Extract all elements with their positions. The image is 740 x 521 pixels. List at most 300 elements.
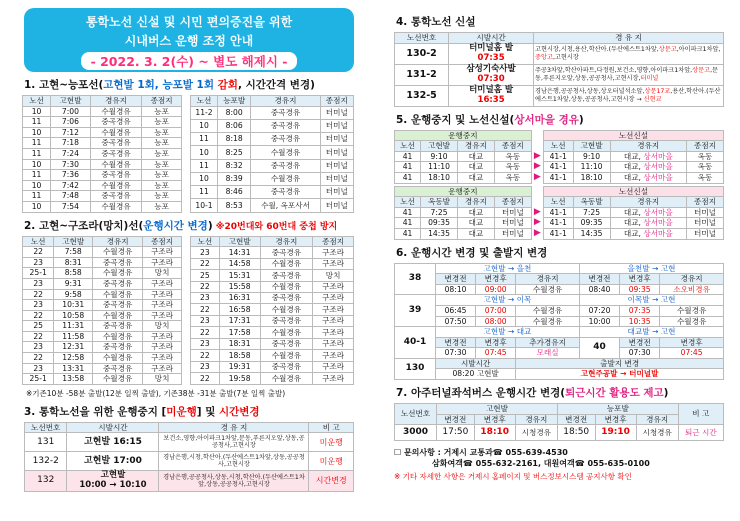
s5-table [394, 186, 724, 240]
arrow-icon: ▶ [533, 217, 541, 228]
column-header: 추가경유지 [516, 337, 580, 348]
table-cell: 터미널 [320, 119, 353, 132]
table-cell: 23 [191, 293, 220, 304]
table-cell: 10 [23, 180, 51, 191]
section7-title: 7. 아주터널좌석버스 운행시간 변경(퇴근시간 활용도 제고) [396, 387, 669, 400]
table-cell: 터미널 [494, 228, 531, 239]
table-cell: 25 [23, 321, 54, 332]
s6-table: 38 고현발 → 을천 을천발 → 고현 변경전 변경후 경유지 변경전 변경후 경유지 08:10 09:00 수월경유 08:40 09:35 소오비경유 39 고현발 → 이목 이목발 → 고현 06:45 07:00 수월경유 07:20 07:35 수월경유 07:50 08:00 수월경유 10:00 10:35 수월경유 40-1 고현발 → 대교 대교발 → 고현 변경전 변경후 추가경유지 40 변경전 변경후 07:30 07:45 모래실 07:30 07:45 130 시발시간 출발지 변경 08:20 고현발 고현주공발 → 터미널발 [394, 263, 724, 381]
arrow-icon: ▶ [533, 206, 541, 217]
column-header: 변경후 [620, 274, 660, 285]
table-row [191, 304, 354, 315]
table-cell: 터미널 [687, 218, 724, 229]
table-cell: 22 [23, 353, 54, 364]
table-row [191, 293, 354, 304]
table-cell: 23 [23, 342, 54, 353]
column-header: 경 유 지 [534, 33, 724, 44]
table-cell: 구조라 [143, 310, 182, 321]
table-cell: 중곡경유 [260, 293, 313, 304]
table-cell: 수월경유 [93, 268, 143, 279]
column-header: 노선 [395, 141, 421, 152]
table-cell: 옥동 [687, 172, 724, 183]
section4-title: 4. 통학노선 신설 [396, 16, 476, 28]
table-cell: 중곡경유 [90, 148, 141, 159]
table-cell: 능포 [142, 159, 182, 170]
table-cell: 구조라 [143, 363, 182, 374]
table-cell: 수월경유 [90, 106, 141, 117]
table-cell: 구조라 [313, 315, 354, 326]
table-cell: 11 [23, 170, 51, 181]
section2-tables [22, 236, 360, 385]
s7-table: 노선번호 고현발 능포발 비 고 변경전 변경후 경유지 변경전 변경후 경유지 3000 17:50 18:10 시청경유 18:50 19:10 시청경유 퇴근 시간 [394, 403, 724, 441]
column-header: 종점지 [142, 96, 182, 107]
table-cell: 18:10 [573, 172, 610, 183]
table-cell: 대교 [457, 207, 494, 218]
table-cell: 41-1 [543, 151, 573, 162]
table-cell: 구조라 [313, 338, 354, 349]
table-row: 08:20 고현발 고현주공발 → 터미널발 [395, 369, 724, 380]
table-cell: 중곡경유 [93, 257, 143, 268]
column-header: 변경전 [579, 274, 619, 285]
table-cell: 노선신설 [543, 186, 723, 197]
table-cell: 8:18 [218, 133, 251, 146]
table-cell: 10 [23, 127, 51, 138]
table-cell: 14:58 [219, 258, 260, 269]
section6-title: 6. 운행시간 변경 및 출발지 변경 [396, 246, 548, 259]
table-cell: 수월경유 [93, 353, 143, 364]
table-cell: 시청경유 [515, 425, 557, 441]
table-cell: 15:58 [219, 281, 260, 292]
column-header: 노선번호 [25, 422, 67, 433]
table-cell: 중곡경유 [93, 363, 143, 374]
table-row [191, 133, 354, 146]
table-row [191, 172, 354, 185]
table-cell: 17:58 [219, 327, 260, 338]
table-cell: 9:10 [421, 151, 458, 162]
table-cell: 중곡경유 [251, 106, 320, 119]
table-cell: 22 [191, 258, 220, 269]
table-cell: 능포 [142, 127, 182, 138]
column-header: 시발시간 [67, 422, 159, 433]
table-cell: 11 [191, 159, 218, 172]
route-number: 130-2 [395, 43, 449, 64]
table-cell: 22 [191, 373, 220, 385]
section5-title: 5. 운행중지 및 노선신설(상서마을 경유) [396, 113, 584, 126]
column-header: 변경후 [595, 414, 636, 425]
table-cell: 10:35 [620, 316, 660, 327]
table-cell: 대교 [457, 151, 494, 162]
table-cell: 중곡경유 [251, 159, 320, 172]
table-cell: 09:00 [476, 284, 516, 295]
table-cell: 수월경유 [260, 304, 313, 315]
table-cell: 터미널 [320, 133, 353, 146]
table-cell: 17:50 [437, 425, 475, 441]
table-cell: 퇴근 시간 [678, 425, 723, 441]
table-row: 41 18:10 대교 옥동 ▶ 41-1 18:10 대교, 상서마을 옥동 [395, 172, 724, 183]
table-cell: 9:31 [54, 278, 93, 289]
table-cell: 7:58 [54, 247, 93, 258]
table-cell: 18:31 [219, 338, 260, 349]
table-cell: 07:50 [435, 316, 475, 327]
footer [394, 447, 724, 482]
table-cell: 터미널 [320, 186, 353, 199]
table-cell: 망치 [143, 321, 182, 332]
column-header: 노선 [543, 197, 573, 208]
table-cell: 11:10 [421, 162, 458, 173]
column-header: 변경전 [435, 274, 475, 285]
table-row [23, 374, 182, 385]
table-cell: 11 [191, 133, 218, 146]
footer-note: ※ 기타 자세한 사항은 거제시 홈페이지 및 버스정보시스템 공지사항 확인 [394, 472, 632, 482]
table-cell: 10 [191, 146, 218, 159]
table-row [191, 159, 354, 172]
table-cell: 11-2 [191, 106, 218, 119]
title-banner [24, 8, 354, 72]
table-cell: 수월경유 [260, 327, 313, 338]
table-row [23, 180, 182, 191]
table-cell: 41 [395, 172, 421, 183]
table-cell: 07:30 [435, 348, 475, 359]
column-header: 옥동발 [573, 197, 610, 208]
table-cell: 7:25 [421, 207, 458, 218]
table-cell: 대교 [457, 172, 494, 183]
table-cell: 망치 [143, 374, 182, 385]
table-row: 130-2 터미널홈 발 07:35 고현시장,시청,용산,학산아.(두산에스트1차앞,상문고,아이파크1차앞,중앙고,고현시장 [395, 43, 724, 64]
table-cell: 중곡경유 [90, 191, 141, 202]
table-cell: 11:31 [54, 321, 93, 332]
table-cell: 수월경유 [93, 374, 143, 385]
column-header: 고현발 [573, 141, 610, 152]
table-cell: 8:06 [218, 119, 251, 132]
table-cell: 14:35 [421, 228, 458, 239]
table-cell: 14:35 [573, 228, 610, 239]
table-cell: 수월경유 [260, 281, 313, 292]
table-cell: 구조라 [143, 331, 182, 342]
table-cell: 23 [23, 278, 54, 289]
table-cell: 18:10 [474, 425, 515, 441]
start-place: 터미널홈 발 [469, 43, 514, 53]
table-cell: 옥동 [494, 151, 531, 162]
table-cell: 22 [23, 310, 54, 321]
table-cell: 8:25 [218, 146, 251, 159]
table-cell: 중곡경유 [90, 170, 141, 181]
table-cell: 10 [23, 201, 51, 212]
table-cell: 11 [23, 148, 51, 159]
column-header: 변경전 [435, 337, 475, 348]
table-cell: 7:42 [51, 180, 91, 191]
table-row: 132-5 터미널홈 발 16:35 경남은행,공공청사,상동,상오터널석소앞,상문17교,용산,학산아.(두산에스트1차앞,상동,공공청사,고현시장 → 신현교 [395, 85, 724, 106]
table-row [23, 268, 182, 279]
table-row [23, 138, 182, 149]
table-row [191, 119, 354, 132]
contact-line1: ☐ 문의사항 : 거제시 교통과☎ 055-639-4530 [394, 448, 568, 458]
table-cell: 8:00 [218, 106, 251, 119]
table-cell: 구조라 [313, 350, 354, 361]
table-cell: 능포 [142, 117, 182, 128]
table-cell: 능포 [142, 170, 182, 181]
table-cell: 터미널 [320, 172, 353, 185]
table-cell: 구조라 [143, 353, 182, 364]
table-cell: 8:53 [218, 199, 251, 212]
route-number: 131-2 [395, 64, 449, 85]
table-cell: 중곡경유 [93, 278, 143, 289]
column-header: 경유지 [457, 197, 494, 208]
table-cell: 8:58 [54, 268, 93, 279]
table-cell: 중곡경유 [260, 247, 313, 258]
column-header: 종점지 [313, 236, 354, 247]
table-cell: 구조라 [313, 293, 354, 304]
table-row [23, 363, 182, 374]
table-row: 41 11:10 대교 옥동 ▶ 41-1 11:10 대교, 상서마을 옥동 [395, 162, 724, 173]
table-cell: 09:35 [620, 284, 660, 295]
table-cell: 중곡경유 [93, 300, 143, 311]
arrow-icon: ▶ [533, 161, 541, 172]
table-cell: 대교 [457, 228, 494, 239]
table-row: 41 09:35 대교 터미널 ▶ 41-1 09:35 대교, 상서마을 터미널 [395, 218, 724, 229]
column-header: 능포발 [218, 96, 251, 107]
column-header: 비 고 [309, 422, 354, 433]
table-cell: 터미널 [320, 199, 353, 212]
start-place: 터미널홈 발 [469, 85, 514, 95]
table-cell: 구조라 [313, 361, 354, 372]
column-header: 경유지 [636, 414, 678, 425]
table-row [191, 258, 354, 269]
table-cell: 7:25 [573, 207, 610, 218]
table-cell: 22 [23, 331, 54, 342]
table-cell: 7:30 [51, 159, 91, 170]
table-cell: 대교 [457, 218, 494, 229]
table-cell: 11 [23, 117, 51, 128]
table-cell: 터미널 [687, 207, 724, 218]
table-cell: 09:35 [421, 218, 458, 229]
table-cell: 41-1 [543, 207, 573, 218]
table-row [395, 348, 724, 359]
table-cell: 수월경유 [90, 159, 141, 170]
column-header: 고현발 [54, 236, 93, 247]
table-cell: 옥동 [494, 162, 531, 173]
column-header: 변경전 [437, 414, 475, 425]
table-cell: 07:45 [660, 348, 724, 359]
table-cell: 07:00 [476, 305, 516, 316]
table-row [191, 186, 354, 199]
table-cell: 노선신설 [543, 130, 723, 141]
table-row: 131 고현발 16:15 보건소,영향,아이파크1차앞,문동,푸른지오앞,상동,공공청사,고현시장 미운행 [25, 433, 354, 452]
table-row [23, 321, 182, 332]
table-row [191, 270, 354, 281]
table-row: 41 9:10 대교 옥동 ▶ 41-1 9:10 대교, 상서마을 옥동 [395, 151, 724, 162]
table-row: 41 14:35 대교 터미널 ▶ 41-1 14:35 대교, 상서마을 터미널 [395, 228, 724, 239]
table-row: 132 고현발 10:00 → 10:10 경남은행,공공청사,상동,시청,학산아.(두산에스트1차앞,상동,공공청사,고현시장 시간변경 [25, 471, 354, 491]
table-cell: 18:58 [219, 350, 260, 361]
table-cell: 9:58 [54, 289, 93, 300]
table-cell: 19:10 [595, 425, 636, 441]
table-cell: 수월경유 [516, 284, 580, 295]
table-cell: 22 [191, 327, 220, 338]
table-row [23, 159, 182, 170]
table-row [23, 201, 182, 212]
table-cell: 06:45 [435, 305, 475, 316]
table-cell: 16:31 [219, 293, 260, 304]
column-header: 고현발 [51, 96, 91, 107]
table-cell: 25-1 [23, 268, 54, 279]
table-cell: 11 [23, 191, 51, 202]
table-row [191, 361, 354, 372]
column-header: 노선 [543, 141, 573, 152]
table-cell: 구조라 [143, 257, 182, 268]
start-place: 삼성기숙사발 [466, 64, 516, 74]
table-cell: 08:00 [476, 316, 516, 327]
table-row [23, 278, 182, 289]
table-cell: 41-1 [543, 162, 573, 173]
table-row [191, 373, 354, 385]
arrow-icon: ▶ [533, 150, 541, 161]
table-cell: 41-1 [543, 228, 573, 239]
table-row [191, 350, 354, 361]
table-cell: 11:10 [573, 162, 610, 173]
table-cell: 운행중지 [395, 186, 532, 197]
table-cell: 10 [23, 159, 51, 170]
column-header: 경유지 [516, 274, 580, 285]
table-cell: 수월경유 [93, 289, 143, 300]
route-number: 132-5 [395, 85, 449, 106]
table-cell: 구조라 [313, 281, 354, 292]
column-header: 고현발 [421, 141, 458, 152]
table-row [23, 300, 182, 311]
s4-table [394, 32, 724, 107]
table-cell: 터미널 [320, 146, 353, 159]
table-cell: 11 [191, 186, 218, 199]
table-row [23, 106, 182, 117]
start-time: 16:35 [477, 94, 505, 105]
table-cell: 08:40 [579, 284, 619, 295]
table-cell: 수월경유 [93, 331, 143, 342]
table-cell: 수월경유 [516, 316, 580, 327]
column-header: 변경전 [557, 414, 595, 425]
table-cell: 23 [191, 247, 220, 258]
table-row [395, 284, 724, 295]
table-cell: 07:45 [476, 348, 516, 359]
table-row [395, 305, 724, 316]
banner-line1: 통학노선 신설 및 시민 편의증진을 위한 [85, 15, 293, 29]
table-cell: 11 [23, 138, 51, 149]
table-row [23, 117, 182, 128]
table-cell: 수월경유 [251, 146, 320, 159]
table-cell: 능포 [142, 106, 182, 117]
column-header: 경유지 [260, 236, 313, 247]
contact-line2: 삼화여객☎ 055-632-2161, 대원여객☎ 055-635-0100 [432, 459, 650, 469]
left-column [22, 8, 360, 492]
table-row [191, 146, 354, 159]
table-row [191, 106, 354, 119]
table-cell: 7:36 [51, 170, 91, 181]
table-row: 41 7:25 대교 터미널 ▶ 41-1 7:25 대교, 상서마을 터미널 [395, 207, 724, 218]
column-header: 경유지 [251, 96, 320, 107]
table-cell: 3000 [395, 425, 437, 441]
table-cell: 41-1 [543, 218, 573, 229]
table-cell: 중곡경유 [260, 315, 313, 326]
table-row [191, 199, 354, 212]
table-row: 132-2 고현발 17:00 경남은행,시청,학산아.(두산에스트1차앞,상동,공공청사,고현시장 미운행 [25, 452, 354, 471]
table-cell: 수월경유 [660, 305, 724, 316]
column-header: 종점지 [494, 141, 531, 152]
arrow-icon: ▶ [533, 227, 541, 238]
table-row [23, 289, 182, 300]
column-header: 종점지 [494, 197, 531, 208]
table-cell: 09:35 [573, 218, 610, 229]
table-cell: 10 [23, 106, 51, 117]
section3-title: 3. 통학노선을 위한 운행중지 [미운행] 및 시간변경 [24, 405, 260, 418]
table-row [23, 342, 182, 353]
table-cell: 22 [23, 247, 54, 258]
table-cell: 수월경유 [516, 305, 580, 316]
table-cell: 대교 [457, 162, 494, 173]
table-row [23, 353, 182, 364]
table-cell: 소오비경유 [660, 284, 724, 295]
table-cell: 7:24 [51, 148, 91, 159]
table-cell: 23 [23, 257, 54, 268]
column-header: 종점지 [143, 236, 182, 247]
table-row [191, 315, 354, 326]
table-cell: 수월경유 [90, 127, 141, 138]
table-cell: 10-1 [191, 199, 218, 212]
table-cell: 중곡경유 [90, 138, 141, 149]
table-cell: 중곡경유 [260, 338, 313, 349]
table-cell: 10 [191, 172, 218, 185]
table-cell: 17:31 [219, 315, 260, 326]
table-cell: 옥동 [687, 162, 724, 173]
table-cell: 7:54 [51, 201, 91, 212]
table-cell: 7:06 [51, 117, 91, 128]
table-cell: 41 [395, 218, 421, 229]
table-cell: 수월경유 [93, 247, 143, 258]
column-header: 종점지 [687, 197, 724, 208]
column-header: 변경후 [476, 337, 516, 348]
table-cell: 7:00 [51, 106, 91, 117]
table-cell: 18:10 [421, 172, 458, 183]
table-cell: 중곡경유 [90, 117, 141, 128]
table-row [23, 310, 182, 321]
table-cell: 터미널 [320, 106, 353, 119]
table-cell: 중곡경유 [93, 342, 143, 353]
table-cell: 8:31 [54, 257, 93, 268]
table-cell: 수월, 옥포사서 [251, 199, 320, 212]
table-cell: 8:32 [218, 159, 251, 172]
table-cell: 23 [23, 363, 54, 374]
table-cell: 구조라 [313, 327, 354, 338]
table-cell: 수월경유 [90, 180, 141, 191]
table-cell: 13:58 [54, 374, 93, 385]
column-header: 경유지 [515, 414, 557, 425]
table-cell: 10:31 [54, 300, 93, 311]
s5-table [394, 130, 724, 184]
table-row [191, 281, 354, 292]
column-header: 노선 [191, 96, 218, 107]
s1-right-table [190, 95, 354, 213]
table-cell: 41 [395, 151, 421, 162]
column-header: 노선 [395, 197, 421, 208]
table-cell: 구조라 [143, 342, 182, 353]
column-header: 경 유 지 [159, 422, 309, 433]
section1-title: 1. 고현~능포선(고현발 1회, 능포발 1회 감회, 시간간격 변경) [24, 79, 315, 91]
section5-tables [394, 130, 724, 240]
table-cell: 23 [191, 338, 220, 349]
table-cell: 능포 [142, 201, 182, 212]
table-cell: 18:50 [557, 425, 595, 441]
table-cell: 터미널 [687, 228, 724, 239]
table-cell: 운행중지 [395, 130, 532, 141]
table-row [395, 425, 724, 441]
column-header: 노선 [23, 96, 51, 107]
